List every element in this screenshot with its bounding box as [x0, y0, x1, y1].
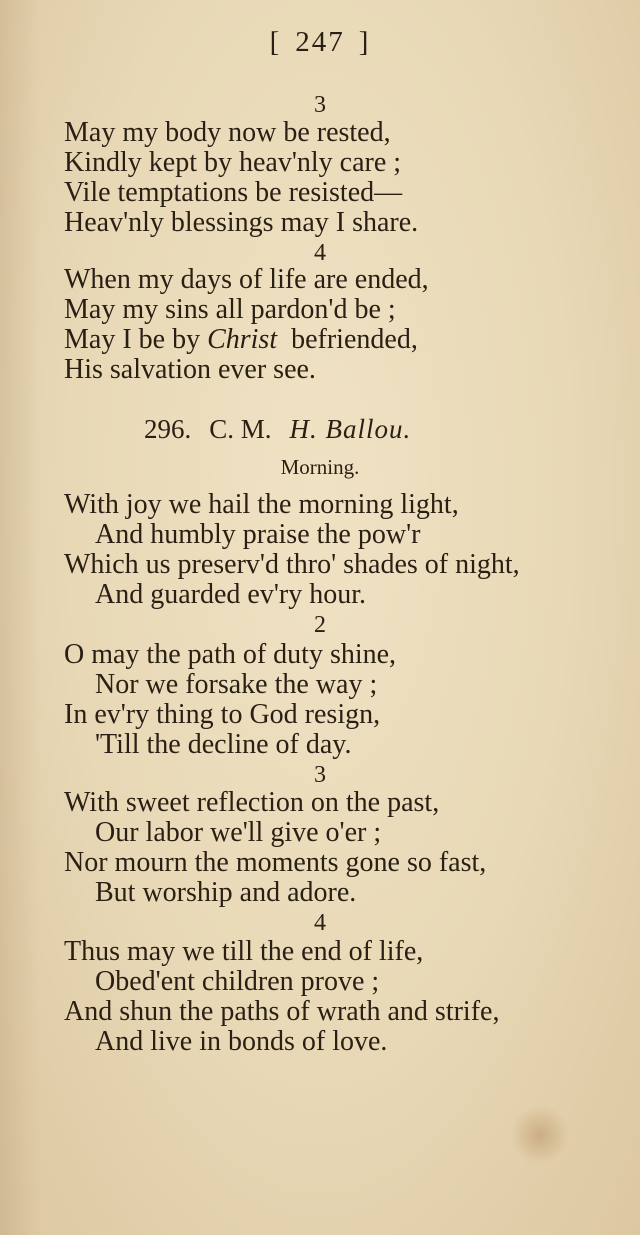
verse-line: Obed'ent children prove ; — [95, 966, 380, 997]
stanza-number: 3 — [314, 762, 326, 788]
verse-line-italic: Christ — [207, 324, 278, 355]
close-bracket: ] — [358, 26, 371, 58]
stanza-number: 3 — [314, 92, 326, 118]
verse-line: In ev'ry thing to God resign, — [64, 699, 381, 730]
verse-line: But worship and adore. — [95, 877, 357, 908]
stanza-number: 4 — [314, 910, 326, 936]
hymn-meter: C. M. — [209, 414, 272, 444]
verse-line: Kindly kept by heav'nly care ; — [64, 147, 402, 178]
verse-line: Thus may we till the end of life, — [64, 936, 424, 967]
verse-line: Nor we forsake the way ; — [95, 669, 378, 700]
verse-line: With joy we hail the morning light, — [64, 489, 459, 520]
hymn-author: H. Ballou. — [289, 414, 412, 444]
hymn-title: Morning. — [280, 455, 360, 479]
page-header — [0, 26, 640, 59]
verse-line: May my body now be rested, — [64, 117, 391, 148]
verse-line: May my sins all pardon'd be ; — [64, 294, 396, 325]
verse-line: With sweet reflection on the past, — [64, 787, 440, 818]
verse-line — [64, 325, 418, 355]
verse-line: Which us preserv'd thro' shades of night, — [64, 549, 520, 580]
verse-line: Heav'nly blessings may I share. — [64, 207, 419, 238]
stanza-number: 2 — [314, 612, 326, 638]
stanza-number: 4 — [314, 240, 326, 266]
verse-line: When my days of life are ended, — [64, 264, 429, 295]
verse-line: And shun the paths of wrath and strife, — [64, 996, 500, 1027]
verse-line: And humbly praise the pow'r — [95, 519, 421, 550]
open-bracket: [ — [269, 26, 282, 58]
verse-line: And live in bonds of love. — [95, 1026, 388, 1057]
hymn-heading — [144, 414, 411, 445]
verse-line: Nor mourn the moments gone so fast, — [64, 847, 487, 878]
verse-line: Vile temptations be resisted— — [64, 177, 403, 208]
verse-line: 'Till the decline of day. — [95, 729, 352, 760]
verse-line-text: befriended, — [291, 324, 418, 355]
page-number: 247 — [295, 26, 345, 58]
verse-line: And guarded ev'ry hour. — [95, 579, 366, 610]
verse-line: Our labor we'll give o'er ; — [95, 817, 382, 848]
hymn-number: 296. — [144, 414, 192, 444]
verse-line: O may the path of duty shine, — [64, 639, 397, 670]
paper-stain — [510, 1105, 570, 1165]
verse-line: His salvation ever see. — [64, 354, 316, 385]
verse-line-text: May I be by — [64, 324, 208, 355]
